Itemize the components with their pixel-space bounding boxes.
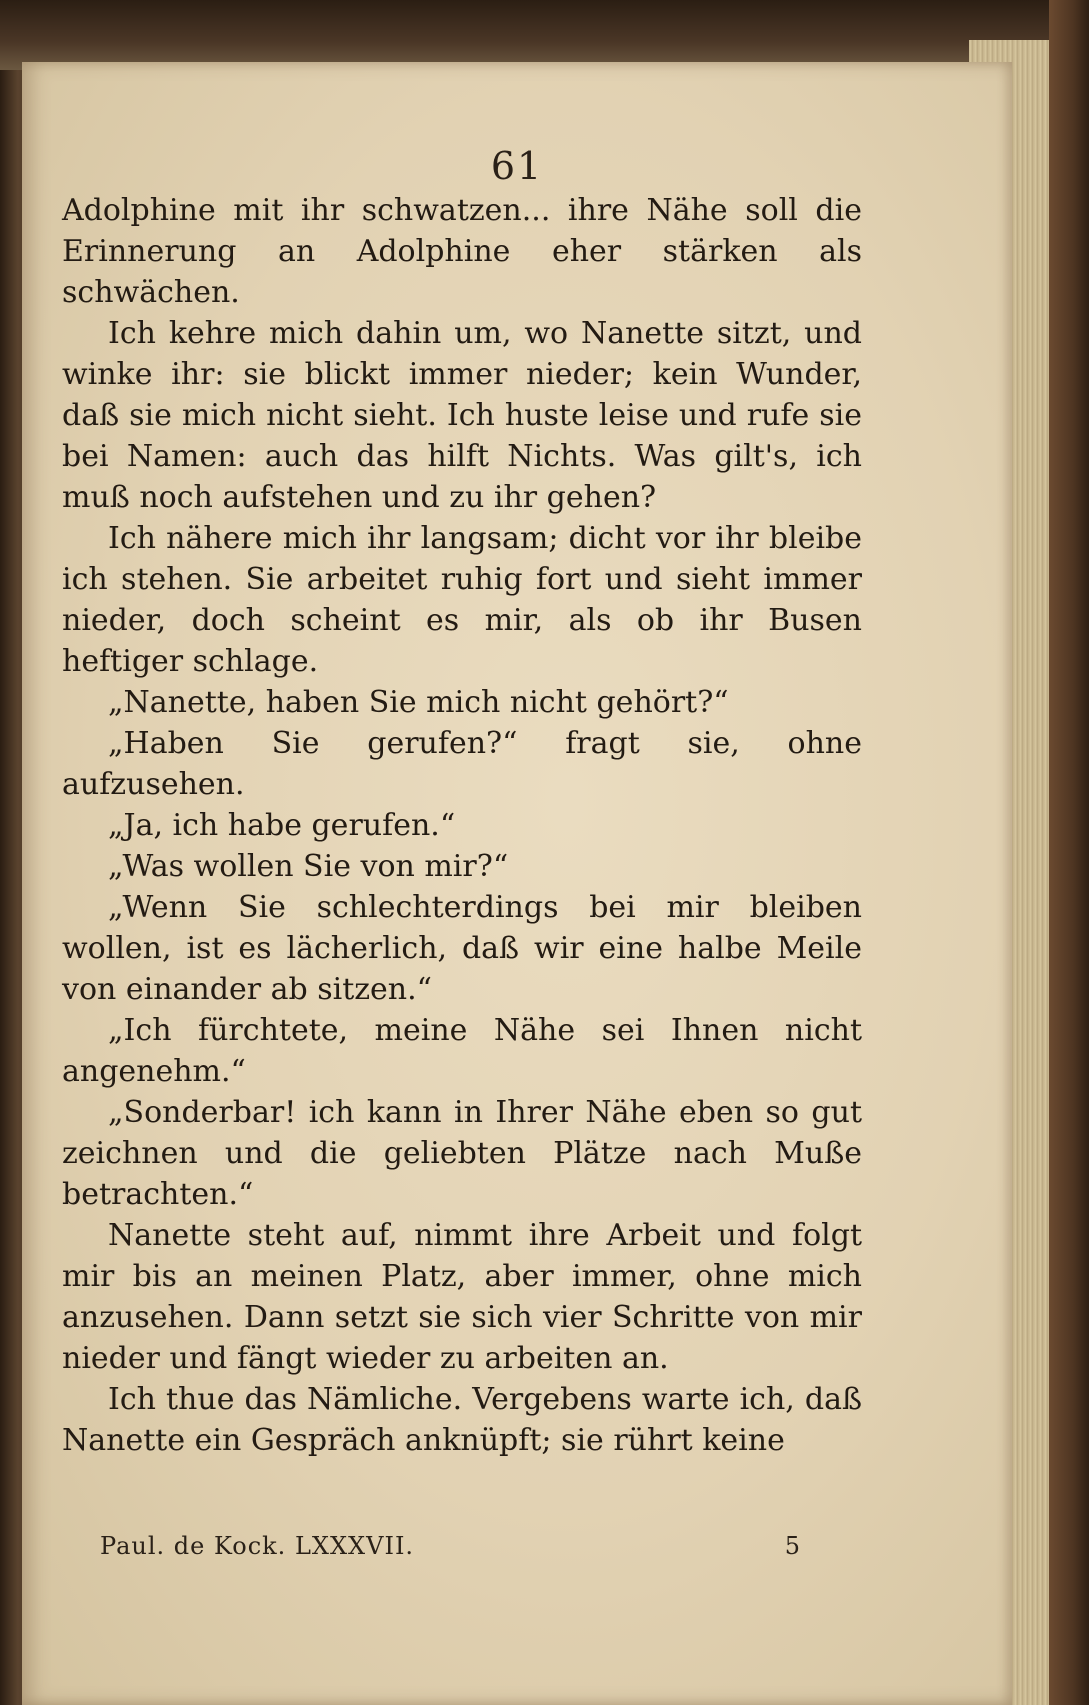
paragraph: Ich thue das Nämliche. Vergebens warte ich, daß Nanette ein Gespräch anknüpft; sie rührt keine <box>62 1382 862 1458</box>
page-footer <box>100 1532 800 1560</box>
page-number: 61 <box>490 144 544 188</box>
book-page <box>22 62 1012 1705</box>
book-cover-top-edge <box>0 0 1089 70</box>
dialogue-line: „Nanette, haben Sie mich nicht gehört?“ <box>108 685 729 720</box>
printer-signature: Paul. de Kock. LXXXVII. <box>100 1532 415 1560</box>
paragraph: Ich kehre mich dahin um, wo Nanette sitzt, und winke ihr: sie blickt immer nieder; kein Wunder, daß sie mich nicht sieht. Ich huste leise und rufe sie bei Namen: auch das hilft Nichts. Was gilt's, ich muß noch aufstehen und zu ihr gehen? <box>62 316 862 515</box>
dialogue-line: „Haben Sie gerufen?“ fragt sie, ohne aufzusehen. <box>62 726 862 802</box>
dialogue-line: „Was wollen Sie von mir?“ <box>108 849 509 884</box>
page-text <box>62 190 862 1461</box>
paragraph: Adolphine mit ihr schwatzen... ihre Nähe soll die Erinnerung an Adolphine eher stärken als schwächen. <box>62 193 862 310</box>
sheet-signature: 5 <box>784 1532 800 1560</box>
paragraph: Ich nähere mich ihr langsam; dicht vor ihr bleibe ich stehen. Sie arbeitet ruhig fort und sieht immer nieder, doch scheint es mir, als ob ihr Busen heftiger schlage. <box>62 521 862 679</box>
dialogue-line: „Wenn Sie schlechterdings bei mir bleiben wollen, ist es lächerlich, daß wir eine halbe Meile von einander ab sitzen.“ <box>62 890 862 1007</box>
dialogue-line: „Ja, ich habe gerufen.“ <box>108 808 456 843</box>
book-cover-right-edge <box>1049 0 1089 1705</box>
paragraph: Nanette steht auf, nimmt ihre Arbeit und folgt mir bis an meinen Platz, aber immer, ohne mich anzusehen. Dann setzt sie sich vier Schritte von mir nieder und fängt wieder zu arbeiten an. <box>62 1218 862 1376</box>
dialogue-line: „Ich fürchtete, meine Nähe sei Ihnen nicht angenehm.“ <box>62 1013 862 1089</box>
dialogue-line: „Sonderbar! ich kann in Ihrer Nähe eben so gut zeichnen und die geliebten Plätze nach Muße betrachten.“ <box>62 1095 862 1212</box>
